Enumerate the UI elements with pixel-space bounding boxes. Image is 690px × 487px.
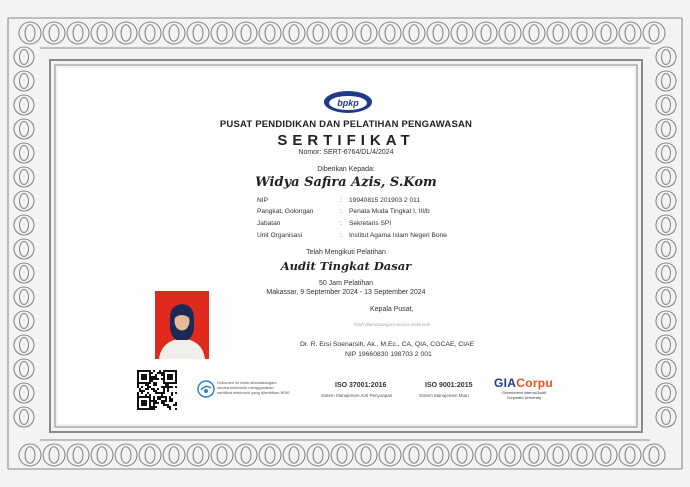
field-value-position: Sekretaris SPI — [349, 220, 392, 227]
field-label-nip: NIP — [257, 197, 268, 204]
gia-logo-part: GIA — [494, 376, 517, 390]
place-and-dates: Makassar, 9 September 2024 - 13 September 2024 — [266, 289, 426, 296]
iso-37001-subtitle: Sistem Manajemen Anti Penyuapan — [321, 393, 393, 398]
gia-corpu-logo — [494, 376, 553, 390]
field-label-rank: Pangkat, Golongan — [257, 208, 314, 215]
field-value-unit: Institut Agama Islam Negeri Bone — [349, 232, 447, 239]
institution-name: PUSAT PENDIDIKAN DAN PELATIHAN PENGAWASAN — [219, 119, 473, 130]
bsre-note — [217, 381, 290, 395]
bsre-logo-icon — [197, 380, 215, 398]
bsre-note-line: sertifikat elektronik yang diterbitkan BSrE — [217, 389, 290, 395]
recipient-photo — [155, 291, 209, 359]
field-label-unit: Unit Organisasi — [257, 232, 303, 239]
training-hours: 50 Jam Pelatihan — [318, 280, 374, 287]
field-colon: : — [340, 197, 342, 204]
gia-subtitle-1: Government Internal Audit — [501, 391, 547, 395]
field-value-nip: 19940815 201903 2 011 — [349, 197, 421, 204]
signatory-name: Dr. R. Ersi Soenarsih, Ak., M.Ec., CA, QIA, CGCAE, CIAE — [300, 341, 475, 348]
svg-text:bpkp: bpkp — [337, 98, 359, 108]
gia-subtitle-2: Corporate University — [506, 396, 542, 400]
bsre-note-line: secara elektronik menggunakan — [217, 384, 274, 390]
given-to-label: Diberikan Kepada: — [317, 166, 375, 173]
field-colon: : — [340, 208, 342, 215]
recipient-name: Widya Safira Azis, S.Kom — [255, 175, 437, 190]
certificate-number: Nomor: SERT-6764/DL/4/2024 — [298, 149, 394, 156]
iso-9001-subtitle: Sistem Manajemen Mutu — [419, 393, 469, 398]
field-value-rank: Penata Muda Tingkat I, III/b — [349, 208, 430, 215]
field-colon: : — [340, 232, 342, 239]
head-title: Kepala Pusat, — [370, 306, 414, 313]
certificate-title: SERTIFIKAT — [277, 132, 415, 149]
followed-training-label: Telah Mengikuti Pelatihan — [306, 249, 386, 256]
course-name: Audit Tingkat Dasar — [280, 259, 412, 273]
iso-37001-title: ISO 37001:2016 — [335, 382, 387, 389]
corpu-logo-part: Corpu — [516, 376, 554, 390]
electronic-signature-note: Telah ditandatangani secara elektronik — [353, 322, 430, 327]
field-colon: : — [340, 220, 342, 227]
iso-9001-title: ISO 9001:2015 — [425, 382, 473, 389]
field-label-position: Jabatan — [257, 220, 281, 227]
bsre-note-line: Dokumen ini telah ditandatangani — [217, 380, 277, 385]
qr-code[interactable] — [137, 370, 177, 410]
bpkp-logo — [322, 89, 374, 115]
signatory-nip: NIP 19660830 198703 2 001 — [345, 351, 432, 358]
